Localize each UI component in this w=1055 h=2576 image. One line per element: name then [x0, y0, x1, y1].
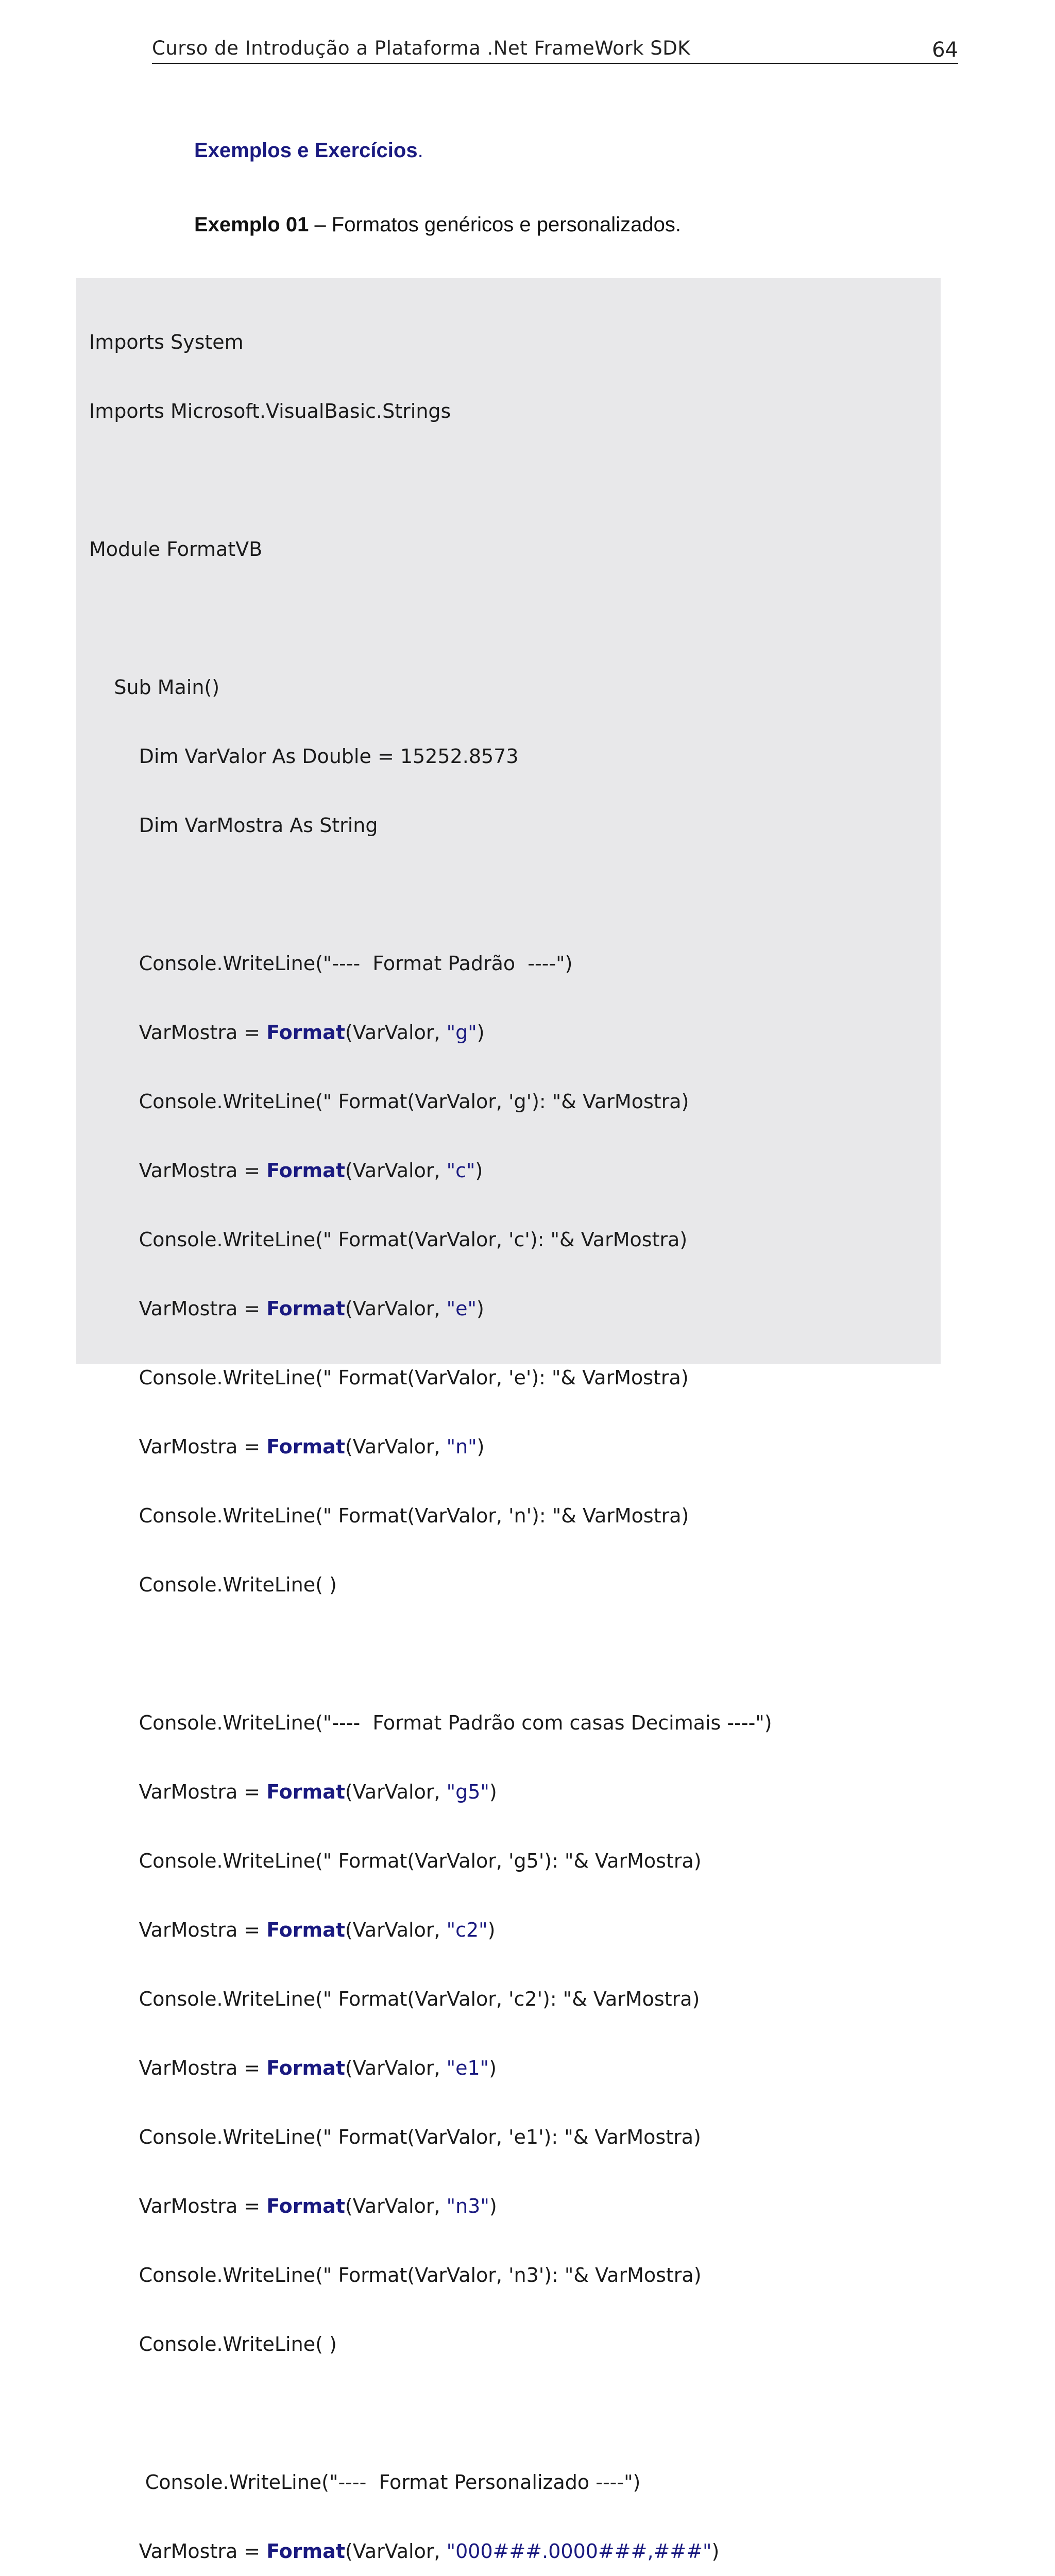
- code-string: "e1": [446, 2057, 489, 2079]
- code-text: ): [477, 1435, 485, 1458]
- code-text: ): [489, 1781, 497, 1803]
- code-keyword: Format: [266, 1781, 345, 1803]
- code-string: "c2": [446, 1919, 488, 1941]
- section-title-text: Exemplos e Exercícios: [194, 139, 418, 162]
- code-keyword: Format: [266, 1021, 345, 1044]
- code-string: "n": [446, 1435, 477, 1458]
- code-text: (VarValor,: [345, 2057, 447, 2079]
- code-line: Console.WriteLine(" Format(VarValor, 'e'): "& VarMostra): [89, 1366, 689, 1389]
- code-text: ): [487, 1919, 496, 1941]
- code-text: ): [477, 1021, 485, 1044]
- code-line: [89, 1642, 906, 1666]
- code-line: Dim VarMostra As String: [89, 814, 378, 837]
- code-text: (VarValor,: [345, 2540, 447, 2563]
- code-line: Console.WriteLine( ): [89, 1573, 337, 1596]
- code-string: "e": [446, 1297, 477, 1320]
- code-string: "g5": [446, 1781, 489, 1803]
- code-line: [89, 1435, 906, 1459]
- code-text: VarMostra =: [89, 1435, 267, 1458]
- code-line: [89, 883, 906, 906]
- code-text: VarMostra =: [89, 1919, 267, 1941]
- code-text: (VarValor,: [345, 2195, 447, 2217]
- code-line: [89, 2056, 906, 2080]
- code-line: [89, 606, 906, 630]
- code-text: (VarValor,: [345, 1781, 447, 1803]
- code-line: [89, 1297, 906, 1320]
- code-text: VarMostra =: [89, 1021, 267, 1044]
- code-text: (VarValor,: [345, 1159, 447, 1182]
- code-line: [89, 1780, 906, 1804]
- section-title: [194, 139, 423, 162]
- code-text: VarMostra =: [89, 1781, 267, 1803]
- code-line: Console.WriteLine("---- Format Padrão ----"): [89, 952, 573, 975]
- code-text: VarMostra =: [89, 2195, 267, 2217]
- code-line: [89, 1159, 906, 1182]
- code-line: Console.WriteLine(" Format(VarValor, 'n3'): "& VarMostra): [89, 2264, 702, 2286]
- code-line: [89, 468, 906, 492]
- example-label: Exemplo 01: [194, 213, 309, 236]
- code-text: ): [489, 2195, 497, 2217]
- code-line: Console.WriteLine(" Format(VarValor, 'c2'): "& VarMostra): [89, 1988, 700, 2010]
- code-line: Console.WriteLine("---- Format Padrão com casas Decimais ----"): [89, 1711, 772, 1734]
- code-text: (VarValor,: [345, 1919, 447, 1941]
- code-string: "g": [446, 1021, 477, 1044]
- code-lines: [89, 285, 906, 2576]
- code-line: Sub Main(): [89, 676, 220, 699]
- code-line: Module FormatVB: [89, 538, 263, 561]
- page-number: 64: [932, 38, 958, 62]
- code-keyword: Format: [266, 2540, 345, 2563]
- code-line: Console.WriteLine(" Format(VarValor, 'e1'): "& VarMostra): [89, 2126, 701, 2148]
- code-line: Console.WriteLine(" Format(VarValor, 'g5'): "& VarMostra): [89, 1850, 702, 1872]
- code-line: [89, 2401, 906, 2425]
- page-header: [152, 37, 958, 64]
- code-block: [76, 278, 941, 2563]
- section-title-suffix: .: [417, 139, 423, 162]
- code-line: Console.WriteLine( ): [89, 2333, 337, 2355]
- code-keyword: Format: [266, 1435, 345, 1458]
- code-line: [89, 1918, 906, 1942]
- header-title: Curso de Introdução a Plataforma .Net FrameWork SDK: [152, 37, 690, 59]
- code-text: VarMostra =: [89, 1297, 267, 1320]
- code-line: Console.WriteLine("---- Format Personalizado ----"): [89, 2471, 641, 2494]
- code-text: ): [476, 1297, 484, 1320]
- code-text: ): [489, 2057, 497, 2079]
- code-text: ): [711, 2540, 720, 2563]
- code-text: VarMostra =: [89, 2057, 267, 2079]
- code-string: "n3": [446, 2195, 489, 2217]
- code-text: (VarValor,: [345, 1021, 447, 1044]
- example-description: – Formatos genéricos e personalizados.: [309, 213, 681, 236]
- code-line: [89, 1021, 906, 1044]
- code-line: Dim VarValor As Double = 15252.8573: [89, 745, 519, 768]
- example-title: [194, 213, 681, 236]
- code-text: ): [475, 1159, 483, 1182]
- code-line: Console.WriteLine(" Format(VarValor, 'g'): "& VarMostra): [89, 1090, 689, 1113]
- code-line: [89, 2194, 906, 2218]
- code-keyword: Format: [266, 2195, 345, 2217]
- code-keyword: Format: [266, 1297, 345, 1320]
- code-line: Imports Microsoft.VisualBasic.Strings: [89, 400, 451, 422]
- code-text: (VarValor,: [345, 1297, 447, 1320]
- code-keyword: Format: [266, 1159, 345, 1182]
- code-text: VarMostra =: [89, 2540, 267, 2563]
- code-line: Console.WriteLine(" Format(VarValor, 'n'): "& VarMostra): [89, 1504, 689, 1527]
- code-line: Imports System: [89, 331, 244, 353]
- code-line: [89, 2539, 906, 2563]
- code-line: Console.WriteLine(" Format(VarValor, 'c'): "& VarMostra): [89, 1228, 688, 1251]
- code-string: "000###.0000###,###": [446, 2540, 712, 2563]
- code-keyword: Format: [266, 1919, 345, 1941]
- code-keyword: Format: [266, 2057, 345, 2079]
- code-text: (VarValor,: [345, 1435, 447, 1458]
- code-text: VarMostra =: [89, 1159, 267, 1182]
- code-string: "c": [446, 1159, 475, 1182]
